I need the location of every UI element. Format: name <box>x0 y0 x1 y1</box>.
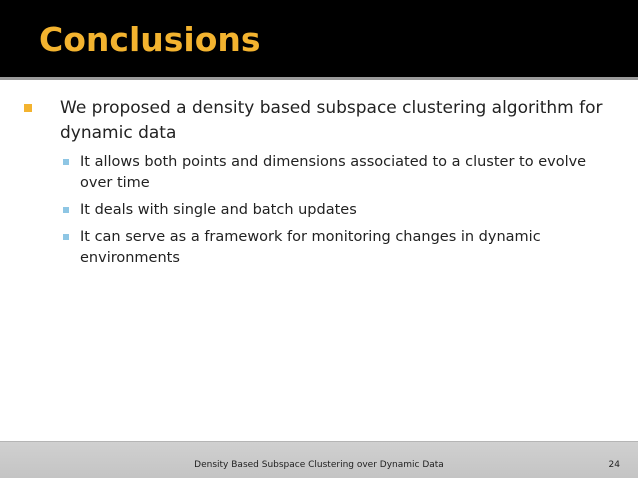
square-bullet-icon <box>63 234 69 240</box>
sub-bullet-item <box>80 200 600 221</box>
title-divider <box>0 77 638 80</box>
sub-bullet-text: It allows both points and dimensions associated to a cluster to evolve over time <box>80 154 587 191</box>
bullet-item <box>60 96 616 146</box>
square-bullet-icon <box>63 207 69 213</box>
slide-title: Conclusions <box>39 20 261 59</box>
page-number: 24 <box>608 460 620 470</box>
sub-bullet-text: It can serve as a framework for monitoring changes in dynamic environments <box>80 229 541 266</box>
sub-bullet-item <box>80 227 600 269</box>
sub-bullet-text: It deals with single and batch updates <box>80 202 357 218</box>
footer-text: Density Based Subspace Clustering over Dynamic Data <box>194 460 444 470</box>
bullet-text: We proposed a density based subspace clustering algorithm for dynamic data <box>60 98 603 143</box>
square-bullet-icon <box>63 159 69 165</box>
sub-bullet-item <box>80 152 600 194</box>
footer-bar <box>0 441 638 478</box>
sub-bullet-list <box>0 152 638 269</box>
square-bullet-icon <box>24 104 32 112</box>
title-bar <box>0 0 638 77</box>
slide-content <box>0 96 638 269</box>
